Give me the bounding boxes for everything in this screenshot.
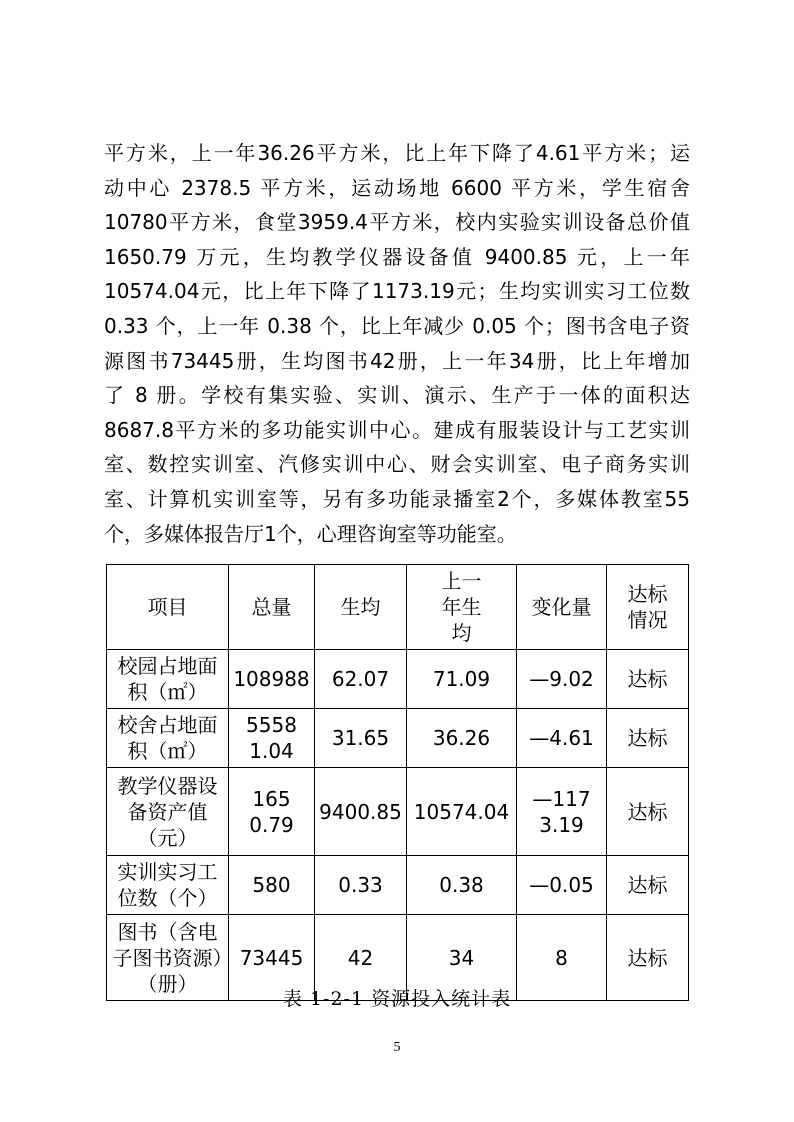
table-cell: 0.38 [407, 856, 517, 915]
table-cell: 校园占地面积（㎡） [107, 650, 229, 709]
table-cell: 图书（含电子图书资源）（册） [107, 915, 229, 1001]
header-cell: 达标情况 [607, 565, 689, 650]
table-cell: 580 [229, 856, 315, 915]
table-cell: —0.05 [517, 856, 607, 915]
table-cell: 达标 [607, 768, 689, 856]
table-cell: 达标 [607, 856, 689, 915]
table-cell: 达标 [607, 915, 689, 1001]
table-row [107, 856, 689, 915]
table-cell: 0.33 [315, 856, 407, 915]
paragraph-line: 平方米，上一年36.26平方米，比上年下降了4.61平方米；运 [104, 141, 690, 165]
table-cell: 校舍占地面积（㎡） [107, 709, 229, 768]
table-cell: 31.65 [315, 709, 407, 768]
header-cell: 变化量 [517, 565, 607, 650]
paragraph-line: 10780平方米，食堂3959.4平方米，校内实验实训设备总价值 [104, 210, 690, 235]
paragraph-line: 室、数控实训室、汽修实训中心、财会实训室、电子商务实训 [104, 452, 690, 477]
table-cell: —1173.19 [517, 768, 607, 856]
table-cell: 8 [517, 915, 607, 1001]
table-cell: 108988 [229, 650, 315, 709]
table-row [107, 650, 689, 709]
header-cell: 总量 [229, 565, 315, 650]
table-cell: 实训实习工位数（个） [107, 856, 229, 915]
table-cell: 34 [407, 915, 517, 1001]
resource-statistics-table [106, 564, 689, 1001]
table-cell: 达标 [607, 709, 689, 768]
table-cell: 62.07 [315, 650, 407, 709]
table-cell: 71.09 [407, 650, 517, 709]
table-cell: —9.02 [517, 650, 607, 709]
table-cell: 1650.79 [229, 768, 315, 856]
paragraph-line: 室、计算机实训室等，另有多功能录播室2个，多媒体教室55 [104, 486, 690, 511]
table-cell: 教学仪器设备资产值（元） [107, 768, 229, 856]
paragraph-line: 1650.79 万元，生均教学仪器设备值 9400.85 元，上一年 [104, 244, 690, 269]
table-cell: —4.61 [517, 709, 607, 768]
table-cell: 9400.85 [315, 768, 407, 856]
table-header-row [107, 565, 689, 650]
paragraph-line: 10574.04元，比上年下降了1173.19元；生均实训实习工位数 [104, 279, 690, 304]
paragraph-line: 个，多媒体报告厅1个，心理咨询室等功能室。 [104, 521, 517, 546]
body-paragraph [104, 136, 690, 551]
table-row [107, 768, 689, 856]
table-row [107, 709, 689, 768]
paragraph-line: 动中心 2378.5 平方米，运动场地 6600 平方米，学生宿舍 [104, 175, 690, 200]
table-caption: 表 1-2-1 资源投入统计表 [282, 988, 512, 1010]
header-cell: 上一年生均 [407, 565, 517, 650]
paragraph-line: 源图书73445册，生均图书42册，上一年34册，比上年增加 [104, 348, 690, 373]
table-cell: 73445 [229, 915, 315, 1001]
paragraph-line: 8687.8平方米的多功能实训中心。建成有服装设计与工艺实训 [104, 417, 690, 442]
paragraph-line: 了 8 册。学校有集实验、实训、演示、生产于一体的面积达 [104, 383, 690, 408]
table-cell: 42 [315, 915, 407, 1001]
header-cell: 项目 [107, 565, 229, 650]
table-cell: 36.26 [407, 709, 517, 768]
table-cell: 达标 [607, 650, 689, 709]
page-number: 5 [393, 1040, 401, 1055]
table-cell: 10574.04 [407, 768, 517, 856]
header-cell: 生均 [315, 565, 407, 650]
table-cell: 55581.04 [229, 709, 315, 768]
paragraph-line: 0.33 个，上一年 0.38 个，比上年减少 0.05 个；图书含电子资 [104, 313, 690, 338]
